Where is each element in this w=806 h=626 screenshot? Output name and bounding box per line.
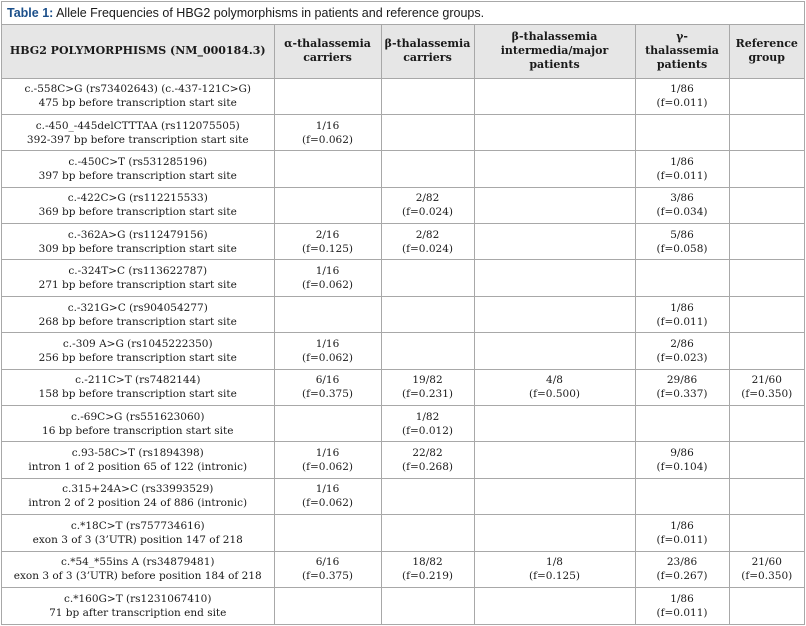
allele-count: 5/86 <box>670 228 694 241</box>
allele-count: 1/16 <box>315 119 340 132</box>
polymorphism-cell <box>2 478 274 514</box>
allele-count: 22/82 <box>412 447 443 460</box>
beta-patients-cell <box>474 551 635 587</box>
beta-carriers-cell <box>381 442 474 478</box>
variant-name: c.-422C>G (rs112215533) <box>67 192 208 205</box>
reference-group-cell <box>729 478 804 514</box>
gamma-patients-cell <box>635 515 729 551</box>
caption-text: Allele Frequencies of HBG2 polymorphisms in patients and reference groups. <box>53 6 485 20</box>
table-caption <box>2 2 804 25</box>
beta-patients-cell <box>474 515 635 551</box>
column-header-gamma-patients: γ- thalassemia patients <box>635 25 729 78</box>
allele-count: 1/16 <box>315 483 340 496</box>
allele-count: 6/16 <box>315 374 340 387</box>
beta-patients-cell <box>474 151 635 187</box>
beta-carriers-cell <box>381 260 474 296</box>
allele-frequency: (f=0.268) <box>402 461 453 474</box>
variant-name: c.93-58C>T (rs1894398) <box>71 447 204 460</box>
variant-location: intron 2 of 2 position 24 of 886 (intronic) <box>28 497 248 510</box>
alpha-carriers-cell <box>274 515 381 551</box>
beta-carriers-cell <box>381 224 474 260</box>
table-row <box>2 551 804 587</box>
beta-patients-cell <box>474 442 635 478</box>
variant-name: c.-450C>T (rs531285196) <box>68 155 208 168</box>
alpha-carriers-cell <box>274 442 381 478</box>
gamma-patients-cell <box>635 224 729 260</box>
alpha-carriers-cell <box>274 151 381 187</box>
table-row <box>2 369 804 405</box>
beta-patients-cell <box>474 260 635 296</box>
allele-frequency: (f=0.350) <box>741 570 793 583</box>
allele-frequency: (f=0.024) <box>402 206 453 219</box>
allele-count: 1/8 <box>546 556 563 569</box>
allele-frequency: (f=0.062) <box>302 497 353 510</box>
polymorphism-cell <box>2 114 274 150</box>
gamma-patients-cell <box>635 296 729 332</box>
alpha-carriers-cell <box>274 478 381 514</box>
variant-location: exon 3 of 3 (3’UTR) position 147 of 218 <box>32 533 243 546</box>
table-figure <box>1 1 805 625</box>
column-header-reference-group: Reference group <box>729 25 804 78</box>
allele-count: 29/86 <box>666 374 698 387</box>
variant-location: 475 bp before transcription start site <box>38 97 237 110</box>
allele-count: 2/16 <box>315 228 340 241</box>
header-row <box>2 25 804 78</box>
beta-carriers-cell <box>381 333 474 369</box>
reference-group-cell <box>729 187 804 223</box>
allele-count: 9/86 <box>670 447 694 460</box>
variant-location: intron 1 of 2 position 65 of 122 (intronic) <box>28 461 248 474</box>
reference-group-cell <box>729 151 804 187</box>
polymorphism-cell <box>2 369 274 405</box>
variant-name: c.-309 A>G (rs1045222350) <box>62 337 213 350</box>
table-row <box>2 478 804 514</box>
allele-count: 2/86 <box>670 337 694 350</box>
variant-location: 268 bp before transcription start site <box>38 315 237 328</box>
variant-location: 256 bp before transcription start site <box>38 351 237 364</box>
polymorphism-cell <box>2 78 274 114</box>
table-row <box>2 260 804 296</box>
beta-carriers-cell <box>381 114 474 150</box>
alpha-carriers-cell <box>274 369 381 405</box>
table-row <box>2 587 804 623</box>
alpha-carriers-cell <box>274 260 381 296</box>
variant-location: 392-397 bp before transcription start site <box>26 133 249 146</box>
reference-group-cell <box>729 406 804 442</box>
table-row <box>2 78 804 114</box>
allele-frequency: (f=0.058) <box>656 242 708 255</box>
allele-frequency: (f=0.034) <box>656 206 708 219</box>
reference-group-cell <box>729 369 804 405</box>
beta-carriers-cell <box>381 151 474 187</box>
beta-carriers-cell <box>381 515 474 551</box>
column-header-alpha-carriers: α-thalassemia carriers <box>274 25 381 78</box>
allele-count: 3/86 <box>670 192 694 205</box>
polymorphism-cell <box>2 406 274 442</box>
variant-name: c.*54_*55ins A (rs34879481) <box>60 556 215 569</box>
reference-group-cell <box>729 515 804 551</box>
beta-carriers-cell <box>381 587 474 623</box>
table-row <box>2 333 804 369</box>
allele-count: 23/86 <box>666 556 698 569</box>
allele-frequency: (f=0.011) <box>656 315 708 328</box>
allele-frequency: (f=0.023) <box>656 351 708 364</box>
beta-patients-cell <box>474 187 635 223</box>
table-row <box>2 114 804 150</box>
allele-frequency: (f=0.012) <box>402 424 453 437</box>
allele-frequency: (f=0.500) <box>529 388 580 401</box>
polymorphism-cell <box>2 187 274 223</box>
variant-location: 309 bp before transcription start site <box>38 242 237 255</box>
reference-group-cell <box>729 224 804 260</box>
allele-count: 1/86 <box>670 519 694 532</box>
gamma-patients-cell <box>635 442 729 478</box>
variant-location: 16 bp before transcription start site <box>42 424 234 437</box>
polymorphism-cell <box>2 333 274 369</box>
allele-frequency: (f=0.219) <box>402 570 453 583</box>
alpha-carriers-cell <box>274 551 381 587</box>
allele-count: 18/82 <box>412 556 443 569</box>
polymorphism-cell <box>2 442 274 478</box>
beta-carriers-cell <box>381 78 474 114</box>
allele-count: 1/86 <box>670 301 694 314</box>
beta-carriers-cell <box>381 551 474 587</box>
allele-count: 6/16 <box>315 556 340 569</box>
reference-group-cell <box>729 587 804 623</box>
gamma-patients-cell <box>635 406 729 442</box>
allele-frequency: (f=0.337) <box>656 388 708 401</box>
table-row <box>2 187 804 223</box>
gamma-patients-cell <box>635 551 729 587</box>
caption-label: Table 1: <box>7 6 54 20</box>
allele-frequency: (f=0.375) <box>302 388 353 401</box>
allele-count: 1/86 <box>670 155 694 168</box>
polymorphism-cell <box>2 587 274 623</box>
table-row <box>2 151 804 187</box>
polymorphism-cell <box>2 515 274 551</box>
variant-location: 158 bp before transcription start site <box>38 388 237 401</box>
variant-location: exon 3 of 3 (3’UTR) before position 184 of 218 <box>13 570 262 583</box>
alpha-carriers-cell <box>274 114 381 150</box>
gamma-patients-cell <box>635 369 729 405</box>
reference-group-cell <box>729 114 804 150</box>
variant-name: c.-321G>C (rs904054277) <box>67 301 208 314</box>
column-header-beta-carriers: β-thalassemia carriers <box>381 25 474 78</box>
gamma-patients-cell <box>635 114 729 150</box>
beta-carriers-cell <box>381 406 474 442</box>
allele-count: 1/86 <box>670 83 694 96</box>
column-header-beta-patients: β-thalassemia intermedia/major patients <box>474 25 635 78</box>
gamma-patients-cell <box>635 478 729 514</box>
allele-frequency: (f=0.024) <box>402 242 453 255</box>
allele-count: 1/16 <box>315 265 340 278</box>
allele-frequency: (f=0.104) <box>656 461 708 474</box>
allele-frequency: (f=0.062) <box>302 461 353 474</box>
beta-patients-cell <box>474 114 635 150</box>
polymorphism-cell <box>2 296 274 332</box>
reference-group-cell <box>729 333 804 369</box>
variant-location: 397 bp before transcription start site <box>38 169 237 182</box>
beta-patients-cell <box>474 333 635 369</box>
variant-name: c.-324T>C (rs113622787) <box>68 265 208 278</box>
alpha-carriers-cell <box>274 224 381 260</box>
allele-count: 21/60 <box>751 374 782 387</box>
reference-group-cell <box>729 260 804 296</box>
variant-location: 271 bp before transcription start site <box>38 279 237 292</box>
beta-patients-cell <box>474 406 635 442</box>
alpha-carriers-cell <box>274 587 381 623</box>
allele-frequency-table <box>2 25 804 624</box>
allele-frequency: (f=0.231) <box>402 388 453 401</box>
variant-location: 71 bp after transcription end site <box>49 606 227 619</box>
beta-patients-cell <box>474 224 635 260</box>
allele-frequency: (f=0.011) <box>656 533 708 546</box>
allele-count: 2/82 <box>415 228 440 241</box>
alpha-carriers-cell <box>274 333 381 369</box>
allele-count: 1/82 <box>415 410 440 423</box>
allele-count: 1/16 <box>315 447 340 460</box>
beta-patients-cell <box>474 478 635 514</box>
allele-count: 2/82 <box>415 192 440 205</box>
alpha-carriers-cell <box>274 78 381 114</box>
variant-name: c.*18C>T (rs757734616) <box>70 519 205 532</box>
allele-frequency: (f=0.350) <box>741 388 793 401</box>
variant-name: c.-450_-445delCTTTAA (rs112075505) <box>35 119 240 132</box>
polymorphism-cell <box>2 551 274 587</box>
allele-frequency: (f=0.062) <box>302 351 353 364</box>
beta-carriers-cell <box>381 478 474 514</box>
allele-frequency: (f=0.267) <box>656 570 708 583</box>
alpha-carriers-cell <box>274 406 381 442</box>
polymorphism-cell <box>2 224 274 260</box>
allele-frequency: (f=0.011) <box>656 97 708 110</box>
reference-group-cell <box>729 296 804 332</box>
allele-frequency: (f=0.125) <box>529 570 580 583</box>
variant-name: c.-69C>G (rs551623060) <box>71 410 205 423</box>
variant-name: c.*160G>T (rs1231067410) <box>64 592 212 605</box>
beta-patients-cell <box>474 587 635 623</box>
allele-frequency: (f=0.011) <box>656 606 708 619</box>
variant-name: c.315+24A>C (rs33993529) <box>62 483 214 496</box>
variant-name: c.-211C>T (rs7482144) <box>75 374 201 387</box>
variant-name: c.-362A>G (rs112479156) <box>67 228 208 241</box>
alpha-carriers-cell <box>274 187 381 223</box>
allele-frequency: (f=0.062) <box>302 133 353 146</box>
table-row <box>2 224 804 260</box>
table-row <box>2 406 804 442</box>
column-header-polymorphism: HBG2 POLYMORPHISMS (NM_000184.3) <box>2 25 274 78</box>
gamma-patients-cell <box>635 151 729 187</box>
allele-count: 4/8 <box>546 374 563 387</box>
table-row <box>2 442 804 478</box>
reference-group-cell <box>729 551 804 587</box>
variant-name: c.-558C>G (rs73402643) (c.-437-121C>G) <box>24 83 252 96</box>
gamma-patients-cell <box>635 333 729 369</box>
gamma-patients-cell <box>635 187 729 223</box>
allele-frequency: (f=0.062) <box>302 279 353 292</box>
beta-carriers-cell <box>381 296 474 332</box>
gamma-patients-cell <box>635 260 729 296</box>
polymorphism-cell <box>2 151 274 187</box>
gamma-patients-cell <box>635 587 729 623</box>
allele-frequency: (f=0.011) <box>656 169 708 182</box>
allele-count: 1/16 <box>315 337 340 350</box>
alpha-carriers-cell <box>274 296 381 332</box>
beta-patients-cell <box>474 78 635 114</box>
beta-carriers-cell <box>381 187 474 223</box>
reference-group-cell <box>729 442 804 478</box>
polymorphism-cell <box>2 260 274 296</box>
allele-count: 19/82 <box>412 374 443 387</box>
table-row <box>2 296 804 332</box>
beta-patients-cell <box>474 296 635 332</box>
beta-patients-cell <box>474 369 635 405</box>
allele-count: 21/60 <box>751 556 782 569</box>
reference-group-cell <box>729 78 804 114</box>
allele-frequency: (f=0.375) <box>302 570 353 583</box>
variant-location: 369 bp before transcription start site <box>38 206 237 219</box>
gamma-patients-cell <box>635 78 729 114</box>
allele-frequency: (f=0.125) <box>302 242 353 255</box>
beta-carriers-cell <box>381 369 474 405</box>
allele-count: 1/86 <box>670 592 694 605</box>
table-row <box>2 515 804 551</box>
